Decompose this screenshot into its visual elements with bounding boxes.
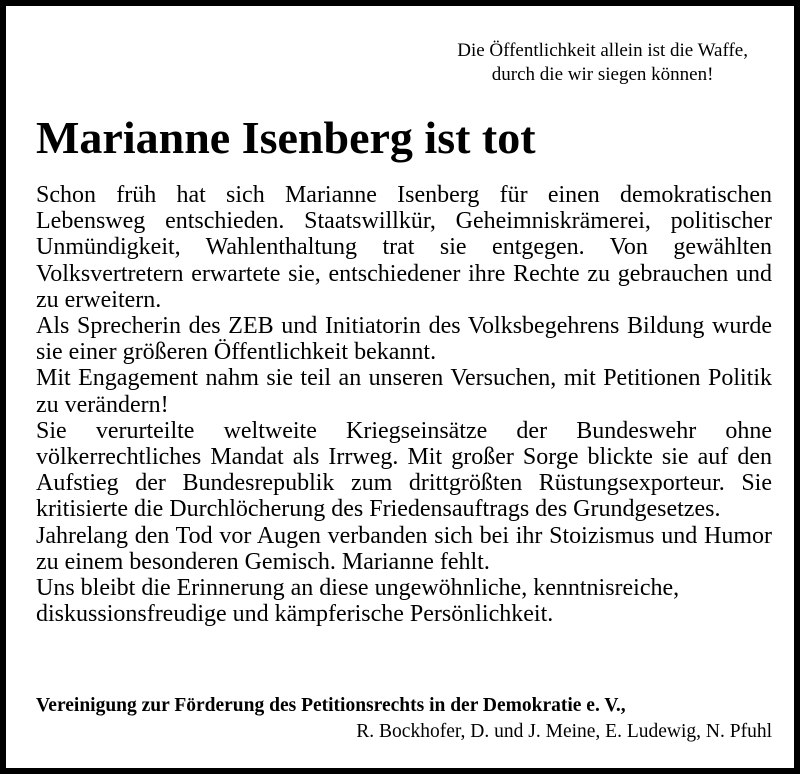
signature-names: R. Bockhofer, D. und J. Meine, E. Ludewig, N. Pfuhl bbox=[356, 721, 772, 742]
motto-line-2: durch die wir siegen können! bbox=[491, 64, 714, 85]
paragraph-stoicism-humor: Jahrelang den Tod vor Augen verbanden sich bei ihr Stoizismus und Humor zu einem besonderen Gemisch. Marianne fehlt. bbox=[36, 522, 772, 575]
signature-block bbox=[36, 693, 772, 745]
paragraph-democratic-path: Schon früh hat sich Marianne Isenberg für einen demokratischen Lebensweg entschieden. Staatswillkür, Geheimniskrämerei, politischer Unmündigkeit, Wahlenthaltung trat sie entgegen. Von gewählten Volksvertretern erwartete sie, entschiedener ihre Rechte zu gebrauchen und zu erweitern. bbox=[36, 182, 772, 313]
paragraph-zeb-spokesperson: Als Sprecherin des ZEB und Initiatorin des Volksbegehrens Bildung wurde sie einer größeren Öffentlichkeit bekannt. bbox=[36, 313, 772, 366]
signature-organization: Vereinigung zur Förderung des Petitionsrechts in der Demokratie e. V., bbox=[36, 695, 626, 716]
headline: Marianne Isenberg ist tot bbox=[36, 112, 536, 163]
motto-quote bbox=[457, 39, 748, 87]
paragraph-military-criticism: Sie verurteilte weltweite Kriegseinsätze der Bundeswehr ohne völkerrechtliches Mandat als Irrweg. Mit großer Sorge blickte sie auf den Aufstieg der Bundesrepublik zum drittgrößten Rüstungsexporteur. Sie kritisierte die Durchlöcherung des Friedensauftrags des Grundgesetzes. bbox=[36, 417, 772, 523]
motto-line-1: Die Öffentlichkeit allein ist die Waffe, bbox=[457, 40, 748, 61]
paragraph-memory: Uns bleibt die Erinnerung an diese ungewöhnliche, kenntnisreiche, diskussionsfreudige und kämpferische Persönlichkeit. bbox=[36, 575, 680, 628]
paragraph-petitions: Mit Engagement nahm sie teil an unseren Versuchen, mit Petitionen Politik zu verändern! bbox=[36, 365, 772, 418]
obituary-text bbox=[36, 182, 772, 627]
